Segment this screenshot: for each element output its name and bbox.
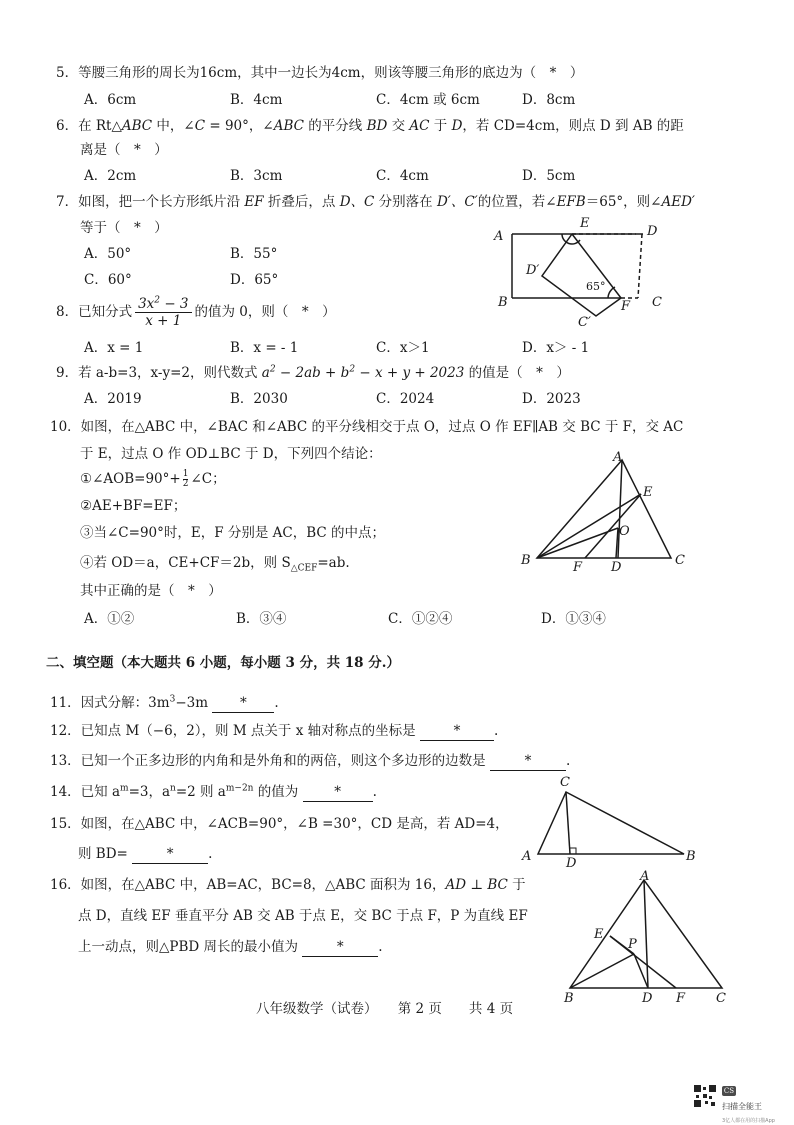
- q12-stem: 12．已知点 M（−6，2），则 M 点关于 x 轴对称点的坐标是 * .: [50, 723, 499, 739]
- q7-label-e: E: [580, 216, 590, 231]
- q8-stem: 8．已知分式 $\frac{3x^2 - 3}{x + 1}$ 的值为 0，则（ * ）: [56, 295, 336, 329]
- q10-stem-line1: 10．如图，在△ABC 中，∠BAC 和∠ABC 的平分线相交于点 O，过点 O 作 EF∥AB 交 BC 于 F，交 AC: [50, 419, 684, 435]
- q7-angle-label: 65°: [586, 280, 606, 293]
- q15-right-angle-mark: [570, 848, 576, 854]
- q15-label-a: A: [522, 849, 532, 864]
- q10-conclusion-2: ②AE+BF=EF；: [80, 498, 187, 514]
- q8-fraction: $\frac{3x^2 - 3}{x + 1}$: [135, 296, 191, 329]
- q6-stem-line2: 离是（ * ）: [80, 142, 168, 158]
- q13-answer-blank[interactable]: *: [490, 752, 566, 771]
- q10-label-d: D: [611, 560, 622, 575]
- q15-label-b: B: [686, 849, 696, 864]
- q9-option-b: B．2030: [230, 391, 288, 407]
- q8-option-d: D．x＞ - 1: [522, 340, 590, 356]
- q16-label-f: F: [676, 991, 686, 1006]
- q16-segment-bp: [570, 954, 634, 988]
- q10-option-a: A．①②: [84, 611, 135, 627]
- q7-stem-line2: 等于（ * ）: [80, 220, 168, 236]
- q7-edge-dc-dashed: [638, 234, 642, 298]
- q16-figure: [558, 866, 748, 1008]
- q16-label-e: E: [594, 927, 604, 942]
- q10-figure: [515, 446, 695, 576]
- q10-option-d: D．①③④: [541, 611, 606, 627]
- q9-option-d: D．2023: [522, 391, 581, 407]
- scanner-watermark: [722, 1086, 780, 1124]
- q15-answer-blank[interactable]: *: [132, 845, 208, 864]
- camscanner-logo-icon: CS: [723, 1087, 735, 1095]
- q16-label-b: B: [564, 991, 574, 1006]
- q5-stem: 5．等腰三角形的周长为16cm，其中一边长为4cm，则该等腰三角形的底边为（ * ）: [56, 65, 584, 81]
- qr-code-icon: [693, 1084, 717, 1108]
- q9-option-a: A．2019: [84, 391, 142, 407]
- q7-label-f: F: [621, 299, 631, 314]
- q10-ask: 其中正确的是（ * ）: [80, 583, 222, 599]
- q15-stem-line2: 则 BD= * .: [78, 846, 213, 862]
- q10-conclusion-3: ③当∠C=90°时，E，F 分别是 AC，BC 的中点；: [80, 525, 386, 541]
- q16-stem-line3: 上一动点，则△PBD 周长的最小值为 * .: [78, 939, 383, 955]
- q7-label-b: B: [498, 295, 508, 310]
- q15-stem-line1: 15．如图，在△ABC 中，∠ACB=90°，∠B =30°，CD 是高，若 AD=4，: [50, 816, 509, 832]
- q10-label-f: F: [573, 560, 583, 575]
- q16-label-d: D: [642, 991, 653, 1006]
- q6-stem: 6．在 Rt△ABC 中，∠C = 90°，∠ABC 的平分线 BD 交 AC 于 D，若 CD=4cm，则点 D 到 AB 的距: [56, 118, 684, 134]
- q16-label-c: C: [716, 991, 726, 1006]
- q7-option-b: B．55°: [230, 246, 278, 262]
- q7-figure: [490, 214, 670, 330]
- q8-option-b: B．x = - 1: [230, 340, 299, 356]
- q15-label-c: C: [560, 775, 570, 790]
- q10-option-b: B．③④: [236, 611, 287, 627]
- q15-label-d: D: [566, 856, 577, 871]
- q16-stem-line2: 点 D，直线 EF 垂直平分 AB 交 AB 于点 E，交 BC 于点 F，P 为直线 EF: [78, 908, 528, 924]
- q7-stem: 7．如图，把一个长方形纸片沿 EF 折叠后，点 D、C 分别落在 D′、C′的位置，若∠EFB＝65°，则∠AED′: [56, 194, 695, 210]
- q16-answer-blank[interactable]: *: [302, 938, 378, 957]
- q5-option-d: D．8cm: [522, 92, 576, 108]
- q16-altitude-ad: [644, 880, 648, 988]
- q8-option-a: A．x = 1: [84, 340, 144, 356]
- q7-label-d: D: [647, 224, 658, 239]
- q10-triangle-abc: [537, 460, 671, 558]
- q10-label-c: C: [675, 553, 685, 568]
- q7-label-a: A: [494, 229, 504, 244]
- q7-option-c: C．60°: [84, 272, 132, 288]
- q10-label-b: B: [521, 553, 531, 568]
- q10-label-o: O: [619, 524, 630, 539]
- q10-label-a: A: [613, 450, 623, 465]
- q7-label-c: C: [652, 295, 662, 310]
- section-2-heading: 二、填空题（本大题共 6 小题，每小题 3 分，共 18 分.）: [46, 655, 400, 671]
- q15-altitude-cd: [566, 792, 570, 854]
- q16-stem-line1: 16．如图，在△ABC 中，AB=AC，BC=8，△ABC 面积为 16，AD ⊥ BC 于: [50, 877, 526, 893]
- q10-option-c: C．①②④: [388, 611, 453, 627]
- q8-option-c: C．x＞1: [376, 340, 430, 356]
- q10-half-fraction: $\frac{1}{2}$: [182, 469, 189, 489]
- q6-option-d: D．5cm: [522, 168, 576, 184]
- q6-option-b: B．3cm: [230, 168, 283, 184]
- q9-option-c: C．2024: [376, 391, 435, 407]
- q15-figure: [518, 770, 708, 870]
- q7-label-dprime: D′: [526, 263, 540, 278]
- q10-line-ef: [585, 494, 641, 558]
- page-footer: 八年级数学（试卷） 第 2 页 共 4 页: [256, 1001, 514, 1017]
- q6-option-a: A．2cm: [84, 168, 137, 184]
- q15-triangle-abc: [538, 792, 684, 854]
- q16-label-a: A: [640, 869, 650, 884]
- q14-stem: 14．已知 $a^m=3$，$a^n=2$ 则 $a^{m-2n}$ 的值为 * .: [50, 783, 377, 800]
- q13-stem: 13．已知一个正多边形的内角和是外角和的两倍，则这个多边形的边数是 * .: [50, 753, 571, 769]
- q11-answer-blank[interactable]: *: [212, 694, 274, 713]
- q16-segment-pd: [634, 954, 648, 988]
- q10-conclusion-1: ①∠AOB=90°+ $\frac{1}{2}$ ∠C；: [80, 469, 226, 489]
- q16-label-p: P: [628, 937, 637, 952]
- q5-option-b: B．4cm: [230, 92, 283, 108]
- scanner-app-name: 扫描全能王: [722, 1102, 762, 1111]
- q5-option-a: A．6cm: [84, 92, 137, 108]
- q7-label-cprime: C′: [578, 315, 591, 330]
- q10-line-a-to-bc: [618, 460, 622, 558]
- q7-option-d: D．65°: [230, 272, 279, 288]
- q6-option-c: C．4cm: [376, 168, 429, 184]
- q5-option-c: C．4cm 或 6cm: [376, 92, 480, 108]
- q9-stem: 9．若 a-b=3，x-y=2，则代数式 $a^2 - 2ab + b^2 - x + y + 2023$ 的值是（ * ）: [56, 364, 570, 381]
- q10-conclusion-4: ④若 OD＝a，CE+CF＝2b，则 $S_{\triangle CEF}=ab$.: [80, 555, 350, 574]
- q10-label-e: E: [643, 485, 653, 500]
- q7-option-a: A．50°: [84, 246, 132, 262]
- q14-answer-blank[interactable]: *: [303, 783, 373, 802]
- q10-stem-line2: 于 E，过点 O 作 OD⊥BC 于 D，下列四个结论：: [80, 446, 382, 462]
- scanner-tagline: 3亿人都在用的扫描App: [722, 1118, 775, 1124]
- q11-stem: 11．因式分解：$3m^3-3m$ * .: [50, 694, 279, 711]
- q12-answer-blank[interactable]: *: [420, 722, 494, 741]
